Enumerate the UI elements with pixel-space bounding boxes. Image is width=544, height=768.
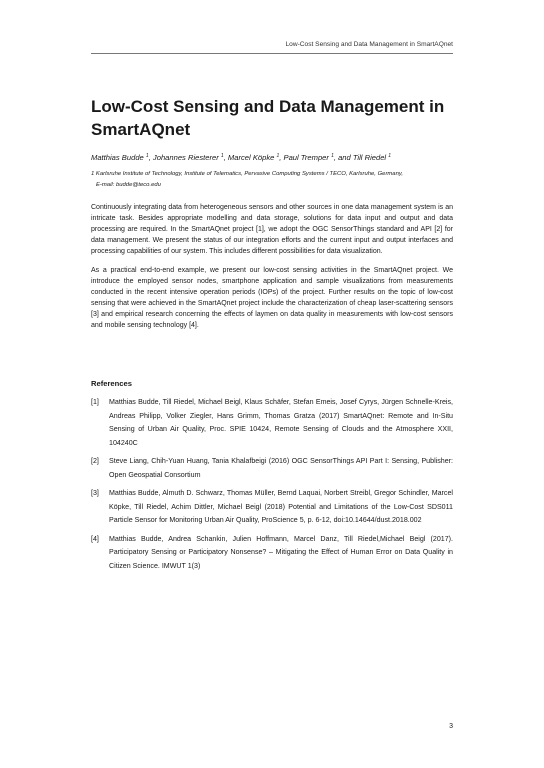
contact-email: E-mail: budde@teco.edu bbox=[96, 182, 161, 188]
page-number: 3 bbox=[449, 723, 453, 730]
title-line-2: SmartAQnet bbox=[91, 120, 191, 139]
author-name: Till Riedel bbox=[352, 153, 387, 162]
references-heading: References bbox=[91, 379, 132, 388]
reference-text: Matthias Budde, Almuth D. Schwarz, Thomas Müller, Bernd Laquai, Norbert Streibl, Gregor Schindler, Marcel Köpke, Till Riedel, Achim Dittler, Michael Beigl (2018) Potential and Limitations of the Low-Cost SDS011 Particle Sensor for Monitoring Urban Air Quality, ProScience 5, p. 6-12, doi:10.14644/dust.2018.002 bbox=[109, 489, 453, 524]
reference-text: Matthias Budde, Till Riedel, Michael Beigl, Klaus Schäfer, Stefan Emeis, Josef Cyrys, Jürgen Schnelle-Kreis, Andreas Philipp, Volker Ziegler, Hans Grimm, Thomas Gratza (2017) SmartAQnet: Remote and In-Situ Sensing of Urban Air Quality, Proc. SPIE 10424, Remote Sensing of Clouds and the Atmosphere XXII, 104240C bbox=[109, 398, 453, 447]
affiliation bbox=[91, 169, 453, 191]
header-divider bbox=[91, 53, 453, 54]
reference-list bbox=[91, 396, 453, 578]
affiliation-text: 1 Karlsruhe Institute of Technology, Institute of Telematics, Pervasive Computing Systems / TECO, Karlsruhe, Germany, bbox=[91, 171, 404, 177]
reference-number: [3] bbox=[91, 489, 99, 497]
reference-item bbox=[91, 487, 453, 528]
reference-text: Steve Liang, Chih-Yuan Huang, Tania Khalafbeigi (2016) OGC SensorThings API Part I: Sensing, Publisher: Open Geospatial Consortium bbox=[109, 457, 453, 479]
author-name: Paul Tremper bbox=[283, 153, 329, 162]
author-affiliation-mark: 1 bbox=[331, 153, 334, 159]
title-line-1: Low-Cost Sensing and Data Management in bbox=[91, 97, 445, 116]
running-header: Low-Cost Sensing and Data Management in SmartAQnet bbox=[285, 41, 453, 48]
author-affiliation-mark: 1 bbox=[388, 153, 392, 159]
abstract-body bbox=[91, 202, 453, 332]
paper-title bbox=[91, 95, 453, 141]
author-affiliation-mark: 1 bbox=[276, 153, 280, 159]
reference-number: [1] bbox=[91, 398, 99, 406]
author-name: Marcel Köpke bbox=[227, 153, 275, 162]
author-affiliation-mark: 1 bbox=[145, 153, 149, 159]
author-name: Johannes Riesterer bbox=[152, 153, 219, 162]
author-separator: , and bbox=[333, 153, 353, 162]
reference-item bbox=[91, 455, 453, 482]
reference-item bbox=[91, 533, 453, 574]
reference-text: Matthias Budde, Andrea Schankin, Julien Hoffmann, Marcel Danz, Till Riedel,Michael Beigl (2017). Participatory Sensing or Participatory Nonsense? – Mitigating the Effect of Human Error on Data Quality in Citizen Science. IMWUT 1(3) bbox=[109, 534, 453, 570]
reference-number: [4] bbox=[91, 534, 99, 543]
author-name: Matthias Budde bbox=[91, 153, 144, 162]
abstract-paragraph: As a practical end-to-end example, we present our low-cost sensing activities in the SmartAQnet project. We introduce the employed sensor nodes, smartphone application and sample visualizations from measurements conducted in the recent intensive operation periods (IOPs) of the project. Further results on the topic of low-cost sensing that were achieved in the SmartAQnet project include the characterization of cheap laser-scattering sensors [3] and empirical research concerning the effects of laymen on data quality in measurements with low-cost sensors and mobile sensing technology [4]. bbox=[91, 267, 453, 330]
author-list bbox=[91, 151, 453, 163]
author-separator: , bbox=[148, 153, 153, 162]
author-affiliation-mark: 1 bbox=[220, 153, 224, 159]
author-separator: , bbox=[279, 153, 284, 162]
reference-number: [2] bbox=[91, 457, 99, 465]
abstract-paragraph: Continuously integrating data from heterogeneous sensors and other sources in one data management system is an intricate task. Besides appropriate modelling and data storage, solutions for data input and output and data processing are required. In the SmartAQnet project [1], we adopt the OGC SensorThings standard and API [2] for data management. We present the status of our integration efforts and the current input and output interfaces and processing capabilities of our system. This includes different possibilities for data visualization. bbox=[91, 204, 453, 256]
reference-item bbox=[91, 396, 453, 450]
author-separator: , bbox=[223, 153, 228, 162]
